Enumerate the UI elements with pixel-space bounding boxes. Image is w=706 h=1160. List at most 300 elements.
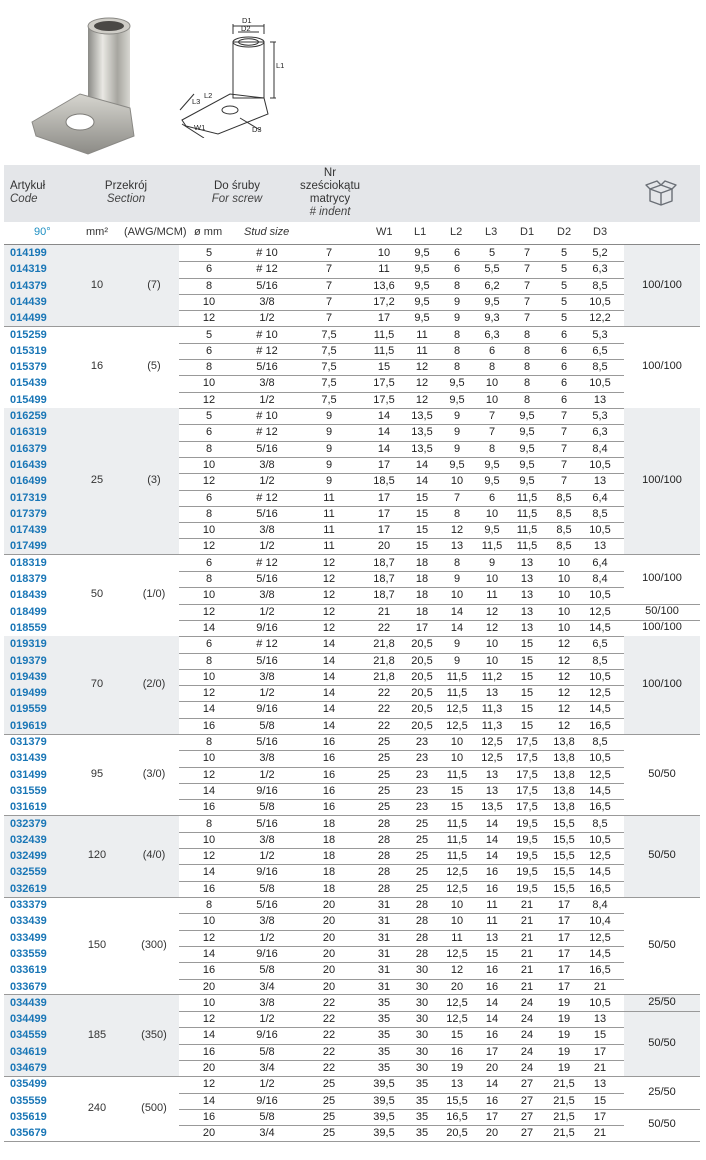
stud-size-cell: 5/8 bbox=[259, 1110, 275, 1123]
w1-cell: 39,5 bbox=[373, 1127, 395, 1140]
diameter-cell: 8 bbox=[205, 507, 213, 520]
w1-label: W1 bbox=[376, 226, 393, 238]
stud-size-label: Stud size bbox=[244, 226, 290, 238]
l2-cell: 8 bbox=[453, 279, 461, 292]
l1-cell: 12 bbox=[415, 377, 429, 390]
l3-cell: 11,3 bbox=[481, 703, 503, 716]
d1-cell: 17,5 bbox=[516, 768, 538, 781]
diameter-cell: 14 bbox=[202, 1029, 216, 1042]
code-cell[interactable]: 019559 bbox=[10, 703, 47, 716]
d3-cell: 21 bbox=[593, 980, 607, 993]
section-awg: (5) bbox=[147, 360, 161, 373]
indent-cell: 20 bbox=[322, 947, 336, 960]
indent-cell: 9 bbox=[325, 458, 333, 471]
d1-cell: 7 bbox=[523, 295, 531, 308]
stud-size-cell: 5/8 bbox=[259, 882, 275, 895]
d2-cell: 6 bbox=[560, 328, 568, 341]
code-cell[interactable]: 032439 bbox=[10, 833, 47, 846]
diameter-cell: 12 bbox=[202, 768, 216, 781]
stud-size-cell: # 12 bbox=[256, 491, 278, 504]
d1-cell: 11,5 bbox=[516, 524, 538, 537]
code-cell[interactable]: 014199 bbox=[10, 247, 47, 259]
diameter-cell: 16 bbox=[202, 719, 216, 732]
l2-cell: 9 bbox=[453, 573, 461, 585]
diameter-cell: 12 bbox=[202, 312, 216, 325]
diameter-cell: 8 bbox=[205, 361, 213, 374]
w1-cell: 21 bbox=[377, 605, 391, 618]
d3-cell: 16,5 bbox=[589, 964, 611, 977]
d2-cell: 15,5 bbox=[553, 866, 575, 879]
indent-cell: 14 bbox=[322, 719, 336, 732]
code-cell[interactable]: 018379 bbox=[10, 573, 47, 585]
d1-cell: 21 bbox=[520, 947, 534, 960]
code-cell[interactable]: 016379 bbox=[10, 442, 47, 455]
d1-cell: 17,5 bbox=[516, 736, 538, 748]
indent-cell: 18 bbox=[322, 866, 336, 879]
table-row bbox=[4, 522, 700, 538]
w1-cell: 17 bbox=[377, 312, 391, 325]
l2-cell: 11,5 bbox=[446, 817, 468, 830]
l2-label: L2 bbox=[450, 226, 463, 238]
packaging-quantity: 50/50 bbox=[648, 1118, 676, 1131]
w1-cell: 11,5 bbox=[373, 328, 395, 341]
l2-cell: 11,5 bbox=[446, 768, 468, 781]
l3-cell: 16 bbox=[485, 964, 499, 977]
code-cell[interactable]: 019439 bbox=[10, 670, 47, 683]
d3-cell: 12,5 bbox=[589, 687, 611, 700]
stud-size-cell: 1/2 bbox=[259, 605, 275, 618]
d2-cell: 5 bbox=[560, 279, 568, 292]
d3-cell: 10,5 bbox=[589, 589, 611, 602]
d1-cell: 7 bbox=[523, 263, 531, 276]
table-row bbox=[4, 767, 700, 783]
code-cell[interactable]: 016439 bbox=[10, 458, 47, 471]
section-mm2: 185 bbox=[87, 1028, 107, 1041]
w1-cell: 17 bbox=[377, 507, 391, 520]
label-l3: L3 bbox=[192, 97, 201, 106]
d1-cell: 15 bbox=[520, 670, 534, 683]
d1-cell: 24 bbox=[520, 1029, 534, 1042]
table-row bbox=[4, 734, 700, 750]
code-cell[interactable]: 015259 bbox=[10, 328, 47, 341]
stud-size-cell: 5/16 bbox=[256, 736, 278, 748]
screw-heading bbox=[192, 180, 282, 206]
table-row bbox=[4, 587, 700, 603]
diameter-cell: 10 bbox=[202, 670, 216, 683]
d2-cell: 12 bbox=[557, 687, 571, 700]
l2-cell: 9 bbox=[453, 442, 461, 455]
l2-cell: 11,5 bbox=[446, 687, 468, 700]
code-cell[interactable]: 016319 bbox=[10, 426, 47, 439]
d1-cell: 17,5 bbox=[516, 784, 538, 797]
code-cell[interactable]: 015379 bbox=[10, 361, 47, 374]
stud-size-cell: 9/16 bbox=[256, 866, 278, 879]
packaging-quantity: 25/50 bbox=[648, 995, 676, 1008]
l1-cell: 12 bbox=[415, 393, 429, 406]
indent-cell: 11 bbox=[323, 540, 335, 553]
w1-cell: 25 bbox=[377, 768, 391, 781]
code-cell[interactable]: 018499 bbox=[10, 605, 47, 618]
diameter-cell: 6 bbox=[205, 638, 213, 651]
w1-cell: 11 bbox=[378, 263, 390, 276]
code-cell[interactable]: 033679 bbox=[10, 980, 47, 993]
d2-cell: 7 bbox=[560, 442, 568, 455]
table-row bbox=[4, 1027, 700, 1043]
code-cell[interactable]: 034439 bbox=[10, 996, 47, 1009]
table-row bbox=[4, 294, 700, 310]
d1-cell: 21 bbox=[520, 980, 534, 993]
d1-cell: 24 bbox=[520, 1062, 534, 1074]
l3-cell: 5 bbox=[488, 247, 496, 259]
stud-size-cell: 3/8 bbox=[259, 377, 275, 390]
table-row bbox=[4, 783, 700, 799]
l2-cell: 12,5 bbox=[446, 719, 468, 732]
d3-cell: 16,5 bbox=[589, 719, 611, 732]
table-row bbox=[4, 261, 700, 277]
d1-cell: 8 bbox=[523, 344, 531, 357]
code-cell[interactable]: 031619 bbox=[10, 801, 47, 814]
indent-cell: 18 bbox=[322, 850, 336, 863]
code-cell[interactable]: 015439 bbox=[10, 377, 47, 390]
code-cell[interactable]: 031439 bbox=[10, 752, 47, 765]
table-row bbox=[4, 1060, 700, 1076]
indent-cell: 7,5 bbox=[321, 377, 337, 390]
l1-cell: 20,5 bbox=[411, 703, 433, 716]
d3-cell: 8,4 bbox=[592, 899, 608, 911]
l3-cell: 16 bbox=[485, 882, 499, 895]
diameter-cell: 10 bbox=[202, 589, 216, 602]
w1-cell: 11,5 bbox=[373, 344, 395, 357]
table-row bbox=[4, 897, 700, 913]
l1-cell: 18 bbox=[415, 605, 429, 618]
l1-cell: 30 bbox=[415, 1062, 429, 1074]
stud-size-cell: # 10 bbox=[256, 410, 278, 422]
code-heading-pl: Artykuł bbox=[10, 180, 46, 192]
l2-cell: 12 bbox=[450, 524, 464, 537]
code-cell[interactable]: 033559 bbox=[10, 947, 47, 960]
diameter-label: ø mm bbox=[194, 226, 223, 238]
d2-cell: 12 bbox=[557, 670, 571, 683]
l1-cell: 18 bbox=[415, 556, 429, 569]
l3-cell: 14 bbox=[485, 1013, 499, 1026]
d1-cell: 11,5 bbox=[516, 491, 538, 504]
d1-cell: 27 bbox=[520, 1110, 534, 1123]
section-mm2: 120 bbox=[87, 849, 107, 862]
table-row bbox=[4, 343, 700, 359]
code-cell[interactable]: 035499 bbox=[10, 1078, 47, 1091]
code-cell[interactable]: 016499 bbox=[10, 475, 47, 488]
d3-cell: 21 bbox=[593, 1062, 607, 1074]
l1-cell: 28 bbox=[415, 947, 429, 960]
code-cell[interactable]: 019499 bbox=[10, 687, 47, 700]
d1-cell: 9,5 bbox=[519, 475, 535, 488]
l1-cell: 11 bbox=[416, 328, 428, 341]
l3-cell: 10 bbox=[485, 638, 499, 651]
l1-cell: 17 bbox=[415, 621, 429, 634]
stud-size-cell: 1/2 bbox=[259, 768, 275, 781]
w1-cell: 17,5 bbox=[373, 377, 395, 390]
table-row bbox=[4, 962, 700, 978]
indent-cell: 22 bbox=[322, 1029, 336, 1042]
w1-cell: 31 bbox=[377, 964, 391, 977]
l3-cell: 7 bbox=[488, 410, 496, 422]
table-row bbox=[4, 864, 700, 880]
code-cell[interactable]: 033619 bbox=[10, 964, 47, 977]
indent-cell: 11 bbox=[323, 507, 335, 520]
code-cell[interactable]: 017439 bbox=[10, 524, 47, 537]
d1-cell: 9,5 bbox=[519, 410, 535, 422]
indent-cell: 7 bbox=[325, 279, 333, 292]
indent-cell: 18 bbox=[322, 833, 336, 846]
code-cell[interactable]: 014319 bbox=[10, 263, 47, 276]
code-cell[interactable]: 017379 bbox=[10, 507, 47, 520]
l2-cell: 16 bbox=[450, 1045, 464, 1058]
code-cell[interactable]: 031379 bbox=[10, 736, 47, 748]
stud-size-cell: 5/16 bbox=[256, 573, 278, 585]
table-row bbox=[4, 375, 700, 391]
l2-cell: 11,5 bbox=[446, 850, 468, 863]
d1-cell: 24 bbox=[520, 996, 534, 1009]
indent-cell: 20 bbox=[322, 931, 336, 944]
code-cell[interactable]: 031499 bbox=[10, 768, 47, 781]
diameter-cell: 6 bbox=[205, 426, 213, 439]
d1-cell: 8 bbox=[523, 377, 531, 390]
l3-cell: 17 bbox=[485, 1045, 499, 1058]
code-cell[interactable]: 015319 bbox=[10, 344, 47, 357]
product-images bbox=[0, 0, 706, 165]
w1-cell: 31 bbox=[377, 931, 391, 944]
indent-cell: 7,5 bbox=[321, 328, 337, 341]
table-row bbox=[4, 604, 700, 620]
d3-cell: 17 bbox=[593, 1045, 607, 1058]
d3-cell: 21 bbox=[593, 1127, 607, 1140]
l1-cell: 20,5 bbox=[411, 638, 433, 651]
code-cell[interactable]: 014439 bbox=[10, 295, 47, 308]
l3-cell: 11 bbox=[486, 589, 498, 602]
indent-cell: 12 bbox=[322, 621, 336, 634]
stud-size-cell: 1/2 bbox=[259, 1078, 275, 1091]
code-cell[interactable]: 031559 bbox=[10, 784, 47, 797]
l3-cell: 11,5 bbox=[481, 540, 503, 553]
w1-cell: 31 bbox=[377, 947, 391, 960]
d1-cell: 15 bbox=[520, 638, 534, 651]
d3-cell: 5,3 bbox=[592, 328, 608, 341]
stud-size-cell: 3/8 bbox=[259, 915, 275, 928]
stud-size-cell: 5/8 bbox=[259, 719, 275, 732]
d2-label: D2 bbox=[557, 226, 572, 238]
l2-cell: 15,5 bbox=[446, 1094, 468, 1107]
l3-cell: 20 bbox=[485, 1062, 499, 1074]
diameter-cell: 10 bbox=[202, 833, 216, 846]
w1-cell: 25 bbox=[377, 801, 391, 814]
d1-cell: 19,5 bbox=[516, 817, 538, 830]
table-row bbox=[4, 441, 700, 457]
d2-cell: 21,5 bbox=[553, 1127, 575, 1140]
stud-size-cell: 1/2 bbox=[259, 1013, 275, 1026]
code-cell[interactable]: 019619 bbox=[10, 719, 47, 732]
diameter-cell: 6 bbox=[205, 344, 213, 357]
d2-cell: 7 bbox=[560, 410, 568, 422]
d2-cell: 15,5 bbox=[553, 833, 575, 846]
l3-cell: 9 bbox=[488, 556, 496, 569]
indent-cell: 7 bbox=[325, 295, 333, 308]
stud-size-cell: 5/16 bbox=[256, 442, 278, 455]
l3-cell: 11,2 bbox=[481, 670, 503, 683]
code-cell[interactable]: 035559 bbox=[10, 1094, 47, 1107]
w1-cell: 22 bbox=[377, 621, 391, 634]
diameter-cell: 8 bbox=[205, 442, 213, 455]
indent-cell: 14 bbox=[322, 638, 336, 651]
table-row bbox=[4, 1125, 700, 1141]
d2-cell: 7 bbox=[560, 458, 568, 471]
l1-cell: 18 bbox=[415, 573, 429, 585]
code-cell[interactable]: 035679 bbox=[10, 1127, 47, 1140]
code-cell[interactable]: 017499 bbox=[10, 540, 47, 553]
d3-cell: 6,5 bbox=[592, 638, 608, 651]
w1-cell: 39,5 bbox=[373, 1094, 395, 1107]
l3-cell: 9,5 bbox=[484, 295, 500, 308]
l2-cell: 9,5 bbox=[449, 393, 465, 406]
code-cell[interactable]: 018439 bbox=[10, 589, 47, 602]
d2-cell: 7 bbox=[560, 475, 568, 488]
group-divider bbox=[4, 1141, 700, 1142]
w1-cell: 14 bbox=[377, 426, 391, 439]
d2-cell: 19 bbox=[557, 1013, 571, 1026]
l3-cell: 10 bbox=[485, 654, 499, 667]
d2-cell: 15,5 bbox=[553, 850, 575, 863]
w1-cell: 28 bbox=[377, 850, 391, 863]
d2-cell: 10 bbox=[557, 556, 571, 569]
d2-cell: 15,5 bbox=[553, 817, 575, 830]
code-cell[interactable]: 015499 bbox=[10, 393, 47, 406]
d2-cell: 13,8 bbox=[553, 736, 575, 748]
code-cell[interactable]: 035619 bbox=[10, 1110, 47, 1123]
l1-cell: 15 bbox=[415, 491, 429, 504]
code-cell[interactable]: 014379 bbox=[10, 279, 47, 292]
l1-cell: 30 bbox=[415, 980, 429, 993]
code-cell[interactable]: 033439 bbox=[10, 915, 47, 928]
indent-cell: 22 bbox=[322, 1045, 336, 1058]
d3-cell: 12,2 bbox=[589, 312, 611, 325]
diameter-cell: 8 bbox=[205, 654, 213, 667]
table-row bbox=[4, 620, 700, 636]
l1-cell: 11 bbox=[416, 344, 428, 357]
indent-cell: 12 bbox=[322, 573, 336, 585]
table-row bbox=[4, 685, 700, 701]
l1-cell: 23 bbox=[415, 801, 429, 814]
code-cell[interactable]: 017319 bbox=[10, 491, 47, 504]
stud-size-cell: 5/8 bbox=[259, 964, 275, 977]
d3-cell: 8,4 bbox=[592, 442, 608, 455]
d2-cell: 6 bbox=[560, 344, 568, 357]
indent-cell: 16 bbox=[322, 784, 336, 797]
code-cell[interactable]: 034619 bbox=[10, 1045, 47, 1058]
code-cell[interactable]: 019319 bbox=[10, 638, 47, 651]
indent-cell: 7,5 bbox=[321, 344, 337, 357]
d2-cell: 13,8 bbox=[553, 752, 575, 765]
diameter-cell: 12 bbox=[202, 393, 216, 406]
column-subheader bbox=[4, 222, 700, 245]
stud-size-cell: 9/16 bbox=[256, 947, 278, 960]
d2-cell: 10 bbox=[557, 621, 571, 634]
l2-cell: 11,5 bbox=[446, 670, 468, 683]
w1-cell: 35 bbox=[377, 1062, 391, 1074]
l2-cell: 11 bbox=[451, 931, 463, 944]
l2-cell: 20,5 bbox=[446, 1127, 468, 1140]
code-cell[interactable]: 032559 bbox=[10, 866, 47, 879]
packaging-quantity: 100/100 bbox=[642, 278, 682, 291]
w1-cell: 21,8 bbox=[373, 638, 395, 651]
section-mm2: 240 bbox=[87, 1101, 107, 1114]
diameter-cell: 14 bbox=[202, 866, 216, 879]
diameter-cell: 5 bbox=[205, 247, 213, 259]
code-cell[interactable]: 018559 bbox=[10, 621, 47, 634]
l2-cell: 12,5 bbox=[446, 996, 468, 1009]
l2-cell: 14 bbox=[450, 605, 464, 618]
table-row bbox=[4, 473, 700, 489]
d2-cell: 17 bbox=[557, 915, 571, 928]
indent-cell: 22 bbox=[322, 996, 336, 1009]
code-cell[interactable]: 034499 bbox=[10, 1013, 47, 1026]
stud-size-cell: 3/8 bbox=[259, 589, 275, 602]
l1-cell: 9,5 bbox=[414, 263, 430, 276]
l1-cell: 20,5 bbox=[411, 654, 433, 667]
code-cell[interactable]: 016259 bbox=[10, 410, 47, 422]
code-cell[interactable]: 032379 bbox=[10, 817, 47, 830]
section-heading-en: Section bbox=[106, 193, 146, 205]
l1-cell: 23 bbox=[415, 784, 429, 797]
dimension-diagram bbox=[178, 18, 298, 138]
l2-cell: 8 bbox=[453, 328, 461, 341]
code-cell[interactable]: 014499 bbox=[10, 312, 47, 325]
l1-cell: 13,5 bbox=[411, 426, 433, 439]
indent-cell: 20 bbox=[322, 964, 336, 977]
d2-cell: 12 bbox=[557, 719, 571, 732]
code-cell[interactable]: 018319 bbox=[10, 556, 47, 569]
stud-size-cell: 3/8 bbox=[259, 458, 275, 471]
code-cell[interactable]: 019379 bbox=[10, 654, 47, 667]
d3-cell: 10,4 bbox=[589, 915, 611, 928]
d1-cell: 9,5 bbox=[519, 458, 535, 471]
d2-cell: 19 bbox=[557, 1062, 571, 1074]
w1-cell: 31 bbox=[377, 915, 391, 928]
l3-cell: 12 bbox=[485, 621, 499, 634]
d2-cell: 10 bbox=[557, 573, 571, 585]
code-cell[interactable]: 034559 bbox=[10, 1029, 47, 1042]
table-row bbox=[4, 1011, 700, 1027]
w1-cell: 22 bbox=[377, 687, 391, 700]
d1-cell: 19,5 bbox=[516, 833, 538, 846]
d2-cell: 17 bbox=[557, 931, 571, 944]
l2-cell: 10 bbox=[450, 915, 464, 928]
diameter-cell: 5 bbox=[205, 328, 213, 341]
section-mm2: 25 bbox=[90, 474, 104, 487]
stud-size-cell: # 10 bbox=[256, 328, 278, 341]
code-cell[interactable]: 032619 bbox=[10, 882, 47, 895]
l2-cell: 12 bbox=[450, 964, 464, 977]
table-row bbox=[4, 392, 700, 408]
code-cell[interactable]: 033499 bbox=[10, 931, 47, 944]
label-d1: D1 bbox=[242, 18, 252, 25]
d1-cell: 11,5 bbox=[516, 507, 538, 520]
section-mm2: 50 bbox=[90, 588, 104, 601]
packaging-quantity: 100/100 bbox=[642, 572, 682, 585]
table-row bbox=[4, 1044, 700, 1060]
code-cell[interactable]: 034679 bbox=[10, 1062, 47, 1074]
code-cell[interactable]: 032499 bbox=[10, 850, 47, 863]
code-cell[interactable]: 033379 bbox=[10, 899, 47, 911]
stud-size-cell: 9/16 bbox=[256, 621, 278, 634]
